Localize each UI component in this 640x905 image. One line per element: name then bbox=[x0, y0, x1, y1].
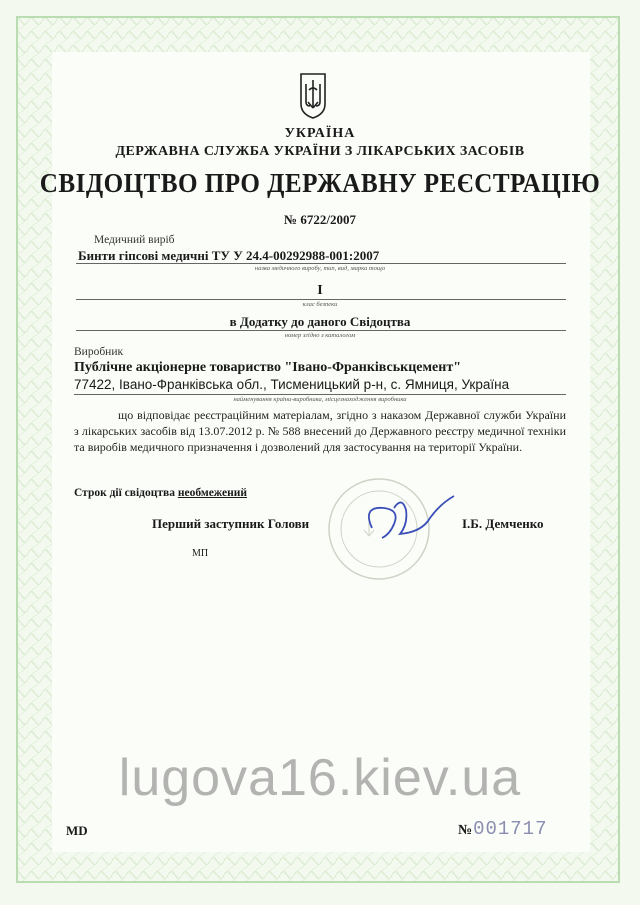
validity-value: необмежений bbox=[177, 487, 247, 499]
trident-emblem-icon bbox=[298, 72, 328, 120]
certificate-title: СВІДОЦТВО ПРО ДЕРЖАВНУ РЕЄСТРАЦІЮ bbox=[39, 168, 601, 198]
serial-digits: 001717 bbox=[473, 818, 548, 840]
device-label: Медичний виріб bbox=[94, 234, 175, 246]
device-value: Бинти гіпсові медичні ТУ У 24.4-00292988-001:2007 bbox=[78, 248, 380, 263]
manufacturer-underline bbox=[74, 394, 566, 395]
form-serial-number bbox=[458, 818, 548, 840]
safety-class-value: I bbox=[317, 283, 323, 298]
certificate-number: № 6722/2007 bbox=[284, 212, 356, 227]
country-heading: УКРАЇНА bbox=[284, 126, 356, 141]
catalog-underline bbox=[76, 330, 566, 331]
form-series: MD bbox=[66, 823, 88, 838]
website-watermark: lugova16.kiev.ua bbox=[118, 749, 522, 807]
handwritten-signature-icon bbox=[342, 488, 462, 548]
seal-place-label: МП bbox=[192, 548, 209, 559]
safety-class-underline bbox=[76, 299, 566, 300]
signatory-name: І.Б. Демченко bbox=[462, 516, 544, 531]
serial-prefix: № bbox=[458, 823, 474, 838]
safety-class-caption: клас безпеки bbox=[302, 301, 338, 308]
manufacturer-label: Виробник bbox=[74, 346, 124, 358]
validity-label: Строк дії свідоцтва bbox=[74, 487, 175, 499]
device-underline bbox=[76, 263, 566, 264]
signatory-position: Перший заступник Голови bbox=[152, 516, 310, 531]
manufacturer-caption: найменування країни-виробника, місцезнаходження виробника bbox=[233, 396, 407, 403]
device-caption: назва медичного виробу, тип, вид, марка тощо bbox=[254, 265, 386, 272]
certificate-body-text: що відповідає реєстраційним матеріалам, згідно з наказом Державної служби України з лікарських засобів від 13.07.2012 р. № 588 внесений до Державного реєстру медичної техніки та виробів медичного призначення і дозволений для застосування на території України. bbox=[74, 408, 566, 454]
validity-line bbox=[74, 487, 247, 499]
manufacturer-name: Публічне акціонерне товариство "Івано-Франківськцемент" bbox=[74, 360, 461, 375]
catalog-value: в Додатку до даного Свідоцтва bbox=[229, 314, 411, 329]
agency-heading: ДЕРЖАВНА СЛУЖБА УКРАЇНИ З ЛІКАРСЬКИХ ЗАСОБІВ bbox=[115, 144, 525, 159]
manufacturer-address: 77422, Івано-Франківська обл., Тисменицький р-н, с. Ямниця, Україна bbox=[74, 377, 510, 392]
catalog-caption: номер згідно з каталогом bbox=[284, 332, 356, 339]
